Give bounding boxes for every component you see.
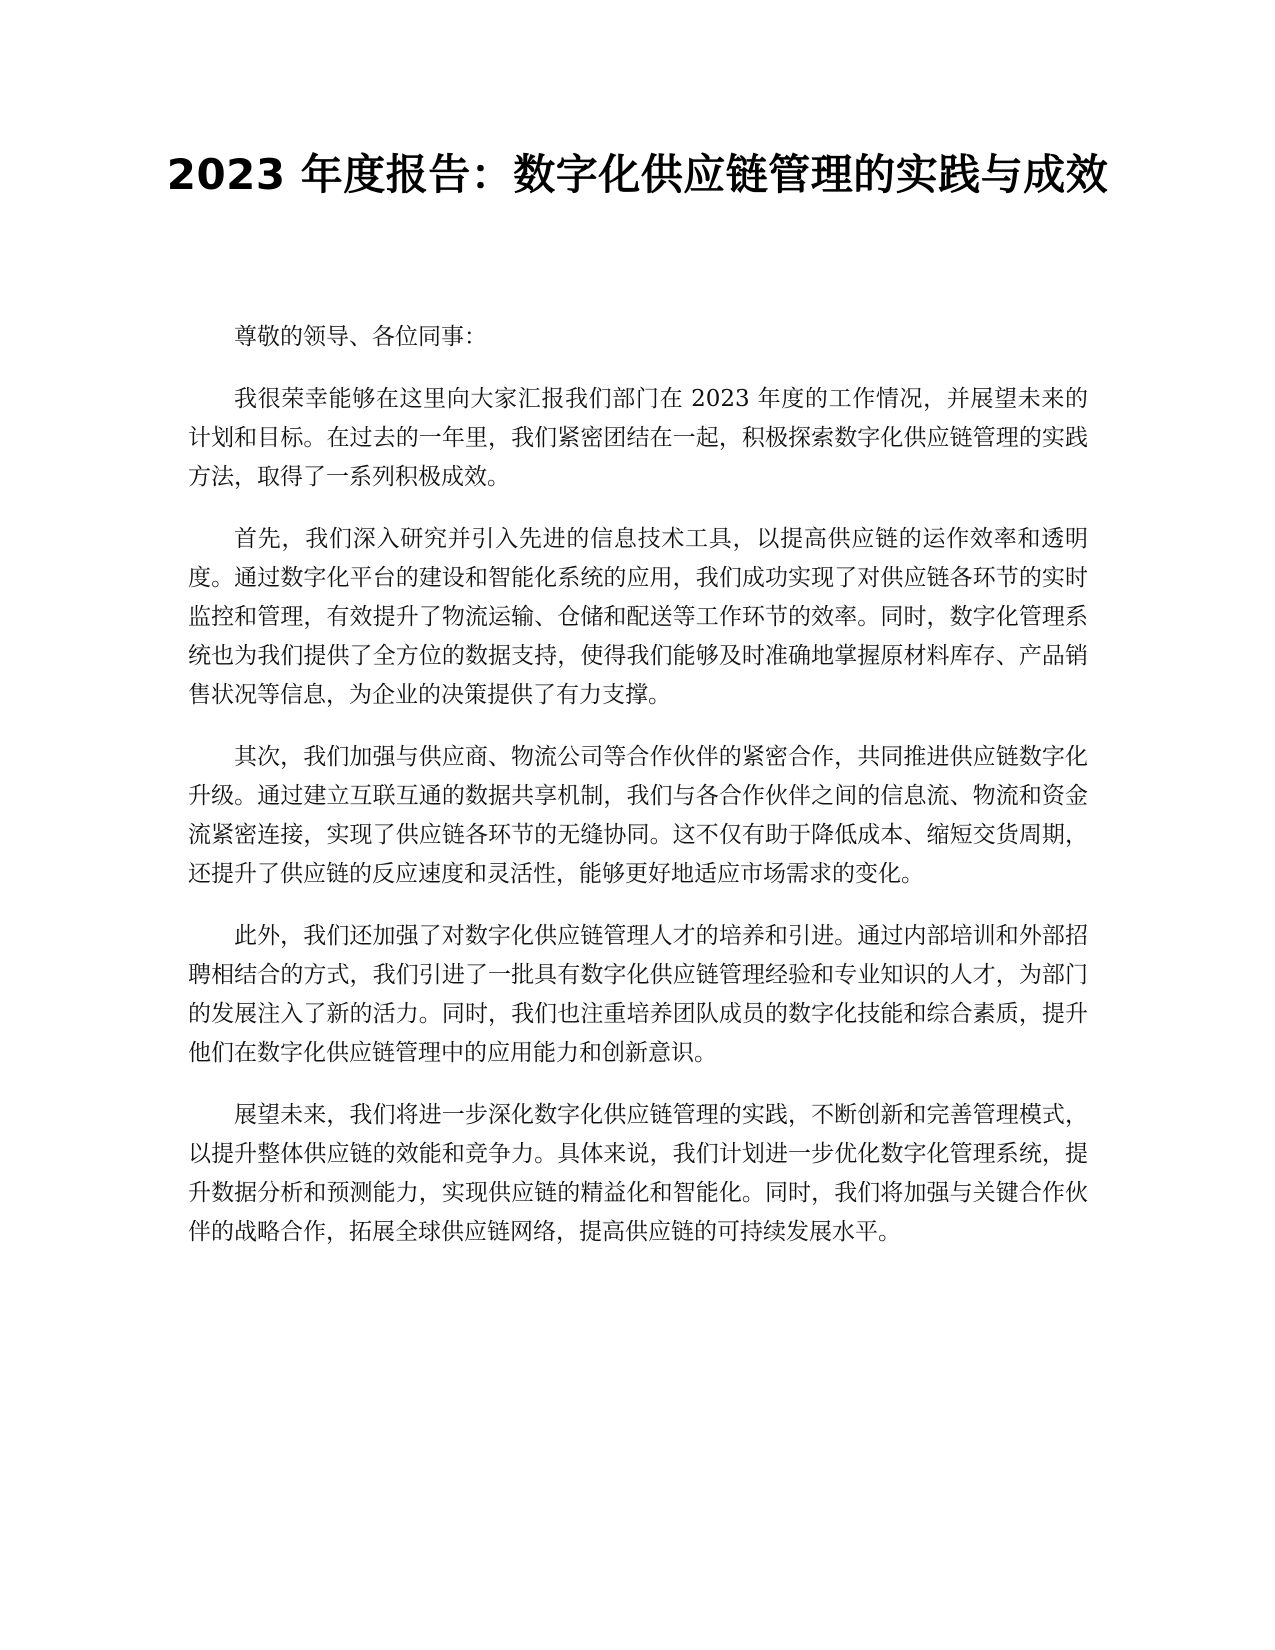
body-paragraph-talent: 此外，我们还加强了对数字化供应链管理人才的培养和引进。通过内部培训和外部招聘相结合的方式，我们引进了一批具有数字化供应链管理经验和专业知识的人才，为部门的发展注入了新的活力。同时，我们也注重培养团队成员的数字化技能和综合素质，提升他们在数字化供应链管理中的应用能力和创新意识。 [188,923,1088,1066]
body-paragraph-first: 首先，我们深入研究并引入先进的信息技术工具，以提高供应链的运作效率和透明度。通过数字化平台的建设和智能化系统的应用，我们成功实现了对供应链各环节的实时监控和管理，有效提升了物流运输、仓储和配送等工作环节的效率。同时，数字化管理系统也为我们提供了全方位的数据支持，使得我们能够及时准确地掌握原材料库存、产品销售状况等信息，为企业的决策提供了有力支撑。 [188,526,1088,708]
outlook-paragraph: 展望未来，我们将进一步深化数字化供应链管理的实践，不断创新和完善管理模式，以提升整体供应链的效能和竞争力。具体来说，我们计划进一步优化数字化管理系统，提升数据分析和预测能力，实现供应链的精益化和智能化。同时，我们将加强与关键合作伙伴的战略合作，拓展全球供应链网络，提高供应链的可持续发展水平。 [188,1102,1088,1245]
salutation-paragraph: 尊敬的领导、各位同事： [234,324,487,350]
body-paragraph-second: 其次，我们加强与供应商、物流公司等合作伙伴的紧密合作，共同推进供应链数字化升级。通过建立互联互通的数据共享机制，我们与各合作伙伴之间的信息流、物流和资金流紧密连接，实现了供应链各环节的无缝协同。这不仅有助于降低成本、缩短交货周期，还提升了供应链的反应速度和灵活性，能够更好地适应市场需求的变化。 [188,744,1088,887]
document-body [188,318,1088,1275]
document-title: 2023 年度报告：数字化供应链管理的实践与成效 [166,150,1109,199]
intro-paragraph: 我很荣幸能够在这里向大家汇报我们部门在 2023 年度的工作情况，并展望未来的计划和目标。在过去的一年里，我们紧密团结在一起，积极探索数字化供应链管理的实践方法，取得了一系列积极成效。 [188,386,1088,490]
